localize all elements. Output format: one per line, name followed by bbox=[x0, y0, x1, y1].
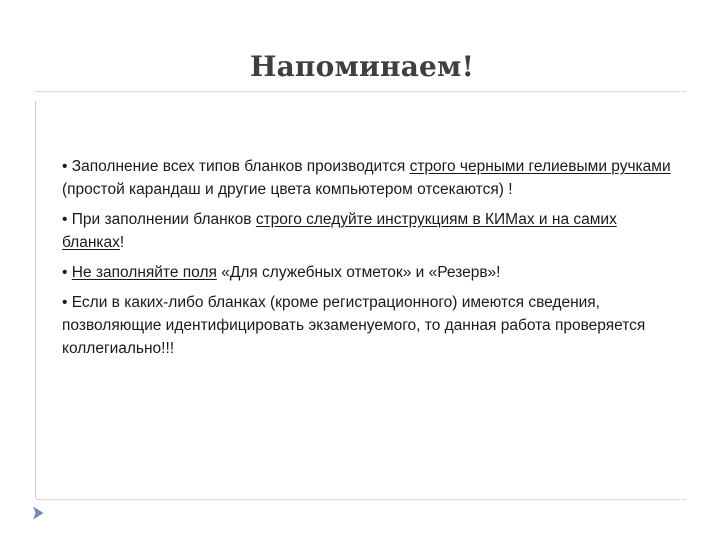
title-divider bbox=[36, 91, 686, 92]
text-run: (простой карандаш и другие цвета компьютером отсекаются) ! bbox=[62, 181, 513, 198]
text-run: При заполнении бланков bbox=[67, 211, 256, 228]
text-run: Если в каких-либо бланках (кроме регистрационного) имеются сведения, позволяющие идентифицировать экзаменуемого, то данная работа проверяется коллегиально!!! bbox=[62, 294, 646, 357]
underlined-text-run: Не заполняйте поля bbox=[71, 264, 217, 281]
bullet: • bbox=[62, 264, 68, 281]
paragraph-3 bbox=[62, 261, 682, 284]
text-run: «Для служебных отметок» и «Резерв»! bbox=[216, 264, 501, 281]
paragraph-1 bbox=[62, 155, 682, 201]
bullet: • bbox=[62, 211, 68, 228]
bullet: • bbox=[62, 294, 68, 311]
text-run: ! bbox=[119, 234, 125, 251]
left-border-line bbox=[35, 101, 36, 498]
paragraph-4 bbox=[62, 291, 682, 360]
slide-title: Напоминаем! bbox=[249, 50, 475, 83]
underlined-text-run: строго черными гелиевыми ручками bbox=[409, 158, 671, 175]
triangle-right-icon[interactable] bbox=[30, 505, 46, 521]
footer-divider bbox=[36, 499, 686, 500]
paragraph-2 bbox=[62, 208, 682, 254]
underlined-text-run: строго следуйте инструкциям в КИМах и на самих бланках bbox=[62, 211, 617, 251]
text-run: Заполнение всех типов бланков производится bbox=[67, 158, 410, 175]
bullet: • bbox=[62, 158, 68, 175]
body-text bbox=[62, 155, 682, 367]
